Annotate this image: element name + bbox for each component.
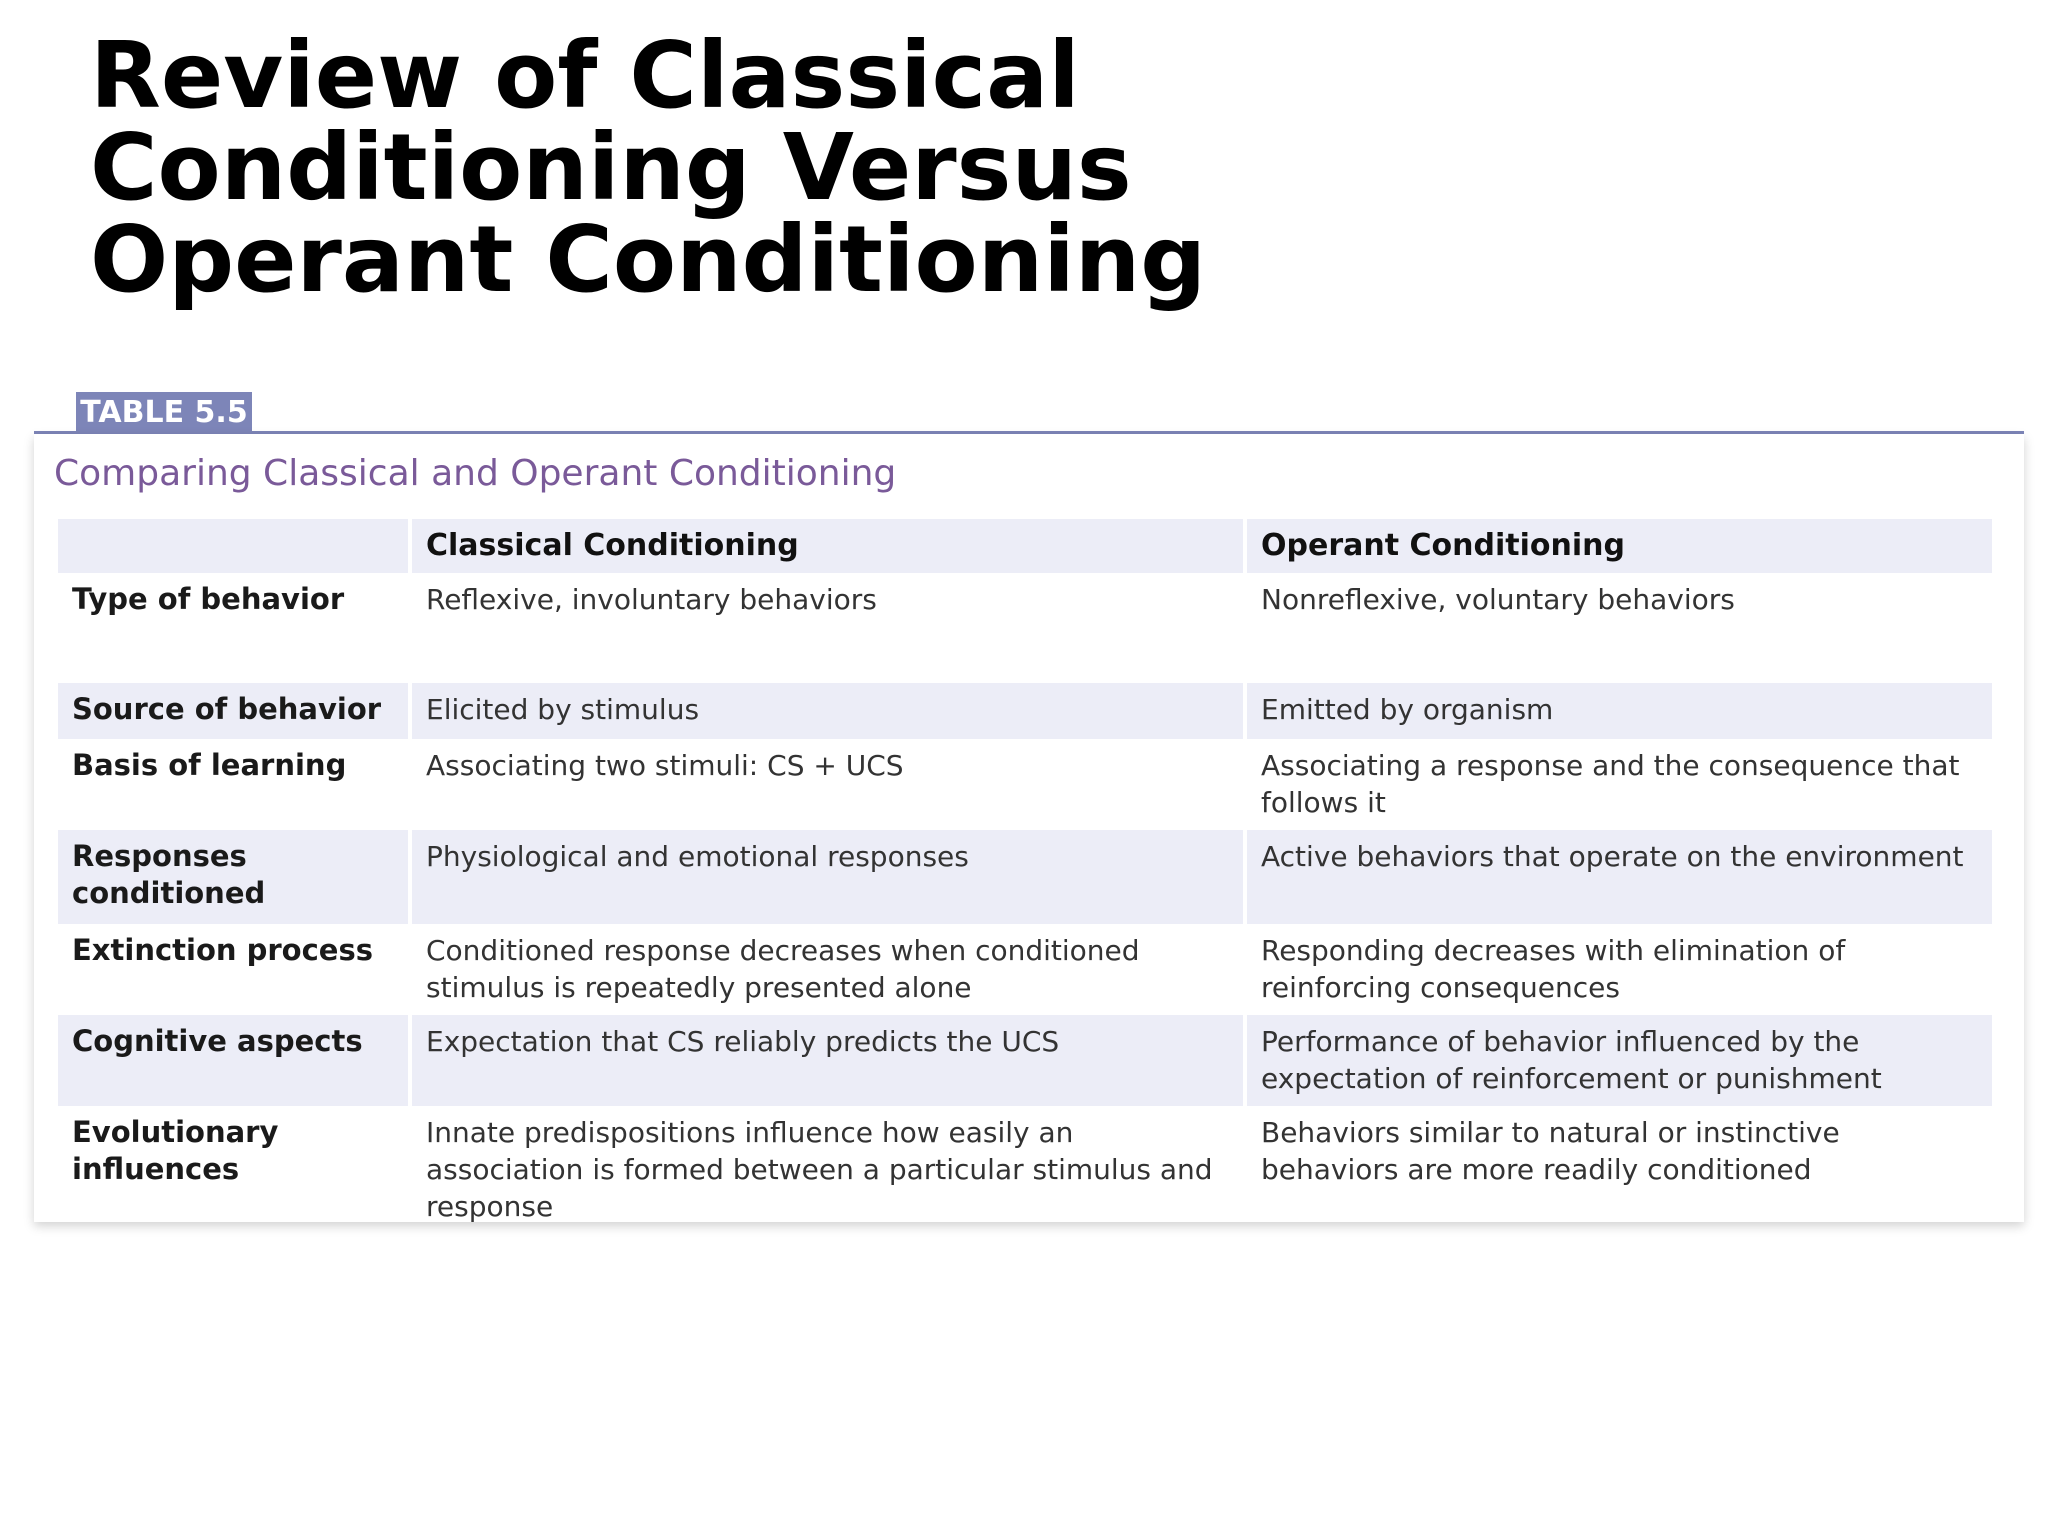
row-label: Responses conditioned [58,830,408,924]
classical-cell: Reflexive, involuntary behaviors [426,583,877,616]
table-header-row [58,519,1992,573]
table-row-type-of-behavior [58,573,1992,683]
row-label: Type of behavior [72,582,345,616]
operant-cell: Responding decreases with elimination of reinforcing consequences [1261,934,1846,1004]
header-empty-cell [58,519,408,573]
header-operant-conditioning: Operant Conditioning [1247,519,1992,573]
comparison-table [54,519,1996,1231]
slide-title-line-1: Review of Classical [90,22,1080,129]
slide-title-line-3: Operant Conditioning [90,206,1207,313]
header-classical-conditioning: Classical Conditioning [412,519,1243,573]
row-label: Basis of learning [72,748,347,782]
operant-cell: Associating a response and the consequence that follows it [1261,749,1960,819]
classical-cell: Physiological and emotional responses [412,830,1243,924]
table-row-source-of-behavior [58,683,1992,739]
operant-cell: Active behaviors that operate on the environment [1247,830,1992,924]
operant-cell: Behaviors similar to natural or instinctive behaviors are more readily conditioned [1261,1116,1840,1186]
table-caption: Comparing Classical and Operant Conditioning [54,453,897,494]
table-row-extinction-process [58,924,1992,1015]
table-row-responses-conditioned [58,830,1992,924]
classical-cell: Associating two stimuli: CS + UCS [426,749,904,782]
row-label: Evolutionary influences [72,1115,279,1186]
classical-cell: Elicited by stimulus [412,683,1243,739]
operant-cell: Performance of behavior influenced by the expectation of reinforcement or punishment [1247,1015,1992,1106]
classical-cell: Innate predispositions influence how easily an association is formed between a particular stimulus and response [426,1116,1213,1223]
slide-title-line-2: Conditioning Versus [90,114,1132,221]
row-label: Extinction process [72,933,373,967]
table-row-evolutionary-influences [58,1106,1992,1231]
slide-title [90,22,1390,313]
table-row-cognitive-aspects [58,1015,1992,1106]
classical-cell: Expectation that CS reliably predicts the UCS [412,1015,1243,1106]
operant-cell: Nonreflexive, voluntary behaviors [1261,583,1735,616]
table-row-basis-of-learning [58,739,1992,830]
comparison-table-card [34,434,2024,1222]
table-number-tag: TABLE 5.5 [76,392,252,433]
row-label: Cognitive aspects [58,1015,408,1106]
classical-cell: Conditioned response decreases when conditioned stimulus is repeatedly presented alone [426,934,1140,1004]
row-label: Source of behavior [58,683,408,739]
operant-cell: Emitted by organism [1247,683,1992,739]
